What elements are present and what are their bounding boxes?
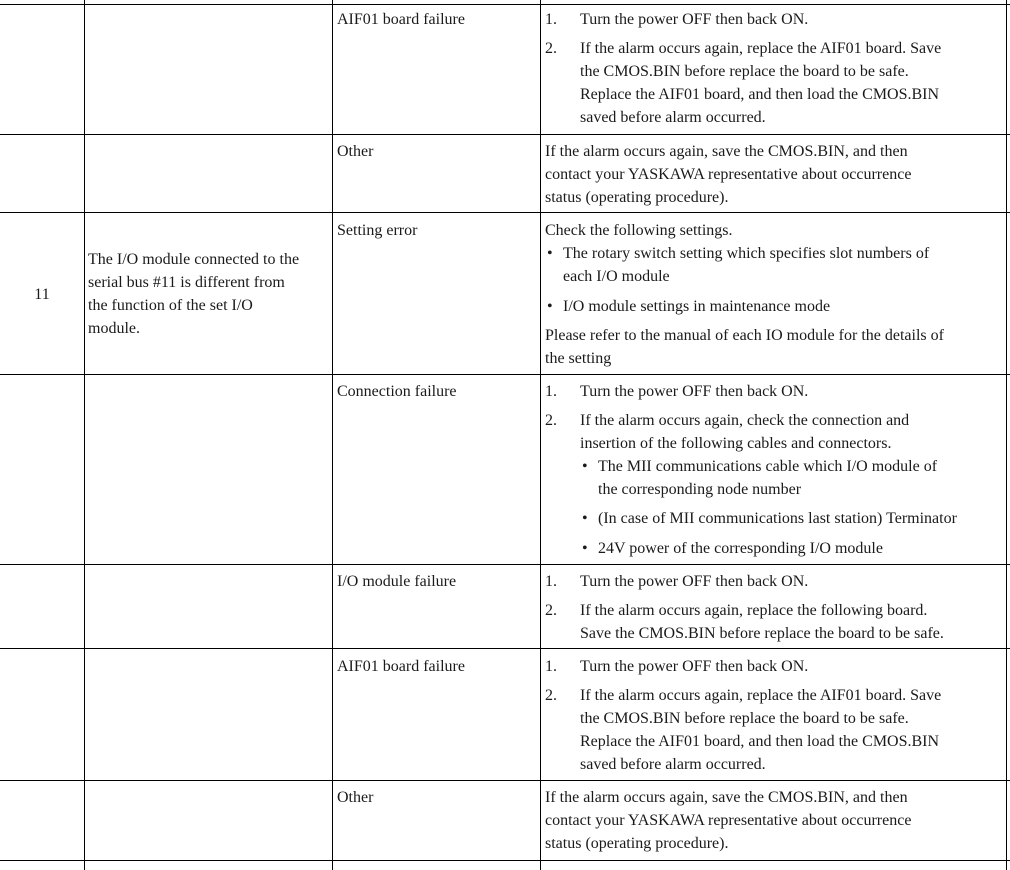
bullet-item [580, 537, 1007, 560]
bullet-text: each I/O module [563, 268, 670, 285]
remedy-text: If the alarm occurs again, save the CMOS.BIN, and then [545, 143, 908, 160]
bullet-icon: • [547, 245, 553, 262]
step-number: 1. [545, 658, 557, 675]
remedy-cell [545, 786, 1007, 855]
description-text: The I/O module connected to the [88, 251, 300, 268]
step-number: 1. [545, 573, 557, 590]
step-number: 1. [545, 11, 557, 28]
step-number: 2. [545, 40, 557, 57]
bullet-text: the corresponding node number [598, 481, 802, 498]
step-text: Turn the power OFF then back ON. [580, 573, 809, 590]
row-divider [0, 212, 1010, 213]
cause-cell: Other [337, 789, 374, 806]
cause-cell: Setting error [337, 222, 418, 239]
column-divider [84, 0, 85, 870]
remedy-text: contact your YASKAWA representative about occurrence [545, 812, 912, 829]
remedy-text: contact your YASKAWA representative about occurrence [545, 166, 912, 183]
row-divider [0, 648, 1010, 649]
remedy-cell [545, 219, 1007, 370]
alarm-description [88, 248, 332, 340]
bullet-text: The MII communications cable which I/O module of [598, 458, 938, 475]
remedy-cell [545, 655, 1007, 776]
cause-cell: Other [337, 143, 374, 160]
step-number: 2. [545, 602, 557, 619]
sub-bullet-list [545, 455, 1007, 560]
row-divider [0, 374, 1010, 375]
bullet-item [580, 455, 1007, 501]
remedy-text: If the alarm occurs again, save the CMOS.BIN, and then [545, 789, 908, 806]
step-text: If the alarm occurs again, check the connection and [580, 412, 910, 429]
step-text: Turn the power OFF then back ON. [580, 658, 809, 675]
cause-cell: I/O module failure [337, 573, 457, 590]
step-text: saved before alarm occurred. [580, 109, 766, 126]
row-divider [0, 860, 1010, 861]
cause-cell: AIF01 board failure [337, 658, 465, 675]
step-text: Turn the power OFF then back ON. [580, 383, 809, 400]
row-divider [0, 4, 1010, 5]
numbered-step [545, 409, 1007, 455]
remedy-text: status (operating procedure). [545, 189, 729, 206]
remedy-cell [545, 570, 1007, 645]
column-divider [540, 0, 541, 870]
numbered-step [545, 684, 1007, 776]
row-divider [0, 134, 1010, 135]
row-divider [0, 564, 1010, 565]
bullet-item [545, 242, 1007, 288]
step-text: the CMOS.BIN before replace the board to be safe. [580, 63, 909, 80]
remedy-outro [545, 324, 1007, 370]
remedy-cell [545, 8, 1007, 129]
remedy-cell [545, 140, 1007, 209]
numbered-step [545, 380, 1007, 403]
cause-cell: AIF01 board failure [337, 11, 465, 28]
remedy-text: Please refer to the manual of each IO module for the details of [545, 327, 944, 344]
description-text: serial bus #11 is different from [88, 274, 285, 291]
alarm-number: 11 [34, 286, 50, 303]
step-text: If the alarm occurs again, replace the AIF01 board. Save [580, 687, 942, 704]
bullet-text: 24V power of the corresponding I/O module [598, 540, 883, 557]
numbered-step [545, 8, 1007, 31]
step-text: insertion of the following cables and connectors. [580, 435, 892, 452]
remedy-text: the setting [545, 350, 612, 367]
bullet-icon: • [582, 540, 588, 557]
step-number: 2. [545, 687, 557, 704]
bullet-item [545, 295, 1007, 318]
bullet-icon: • [582, 458, 588, 475]
step-text: saved before alarm occurred. [580, 756, 766, 773]
remedy-cell [545, 380, 1007, 560]
step-text: Replace the AIF01 board, and then load the CMOS.BIN [580, 733, 940, 750]
step-text: Turn the power OFF then back ON. [580, 11, 809, 28]
bullet-icon: • [547, 298, 553, 315]
bullet-item [580, 507, 1007, 530]
bullet-icon: • [582, 510, 588, 527]
step-number: 2. [545, 412, 557, 429]
numbered-step [545, 599, 1007, 645]
cause-cell: Connection failure [337, 383, 457, 400]
remedy-intro: Check the following settings. [545, 222, 733, 239]
step-number: 1. [545, 383, 557, 400]
bullet-text: (In case of MII communications last station) Terminator [598, 510, 957, 527]
step-text: the CMOS.BIN before replace the board to be safe. [580, 710, 909, 727]
step-text: Save the CMOS.BIN before replace the board to be safe. [580, 625, 944, 642]
row-divider [0, 780, 1010, 781]
remedy-text: status (operating procedure). [545, 835, 729, 852]
step-text: If the alarm occurs again, replace the AIF01 board. Save [580, 40, 942, 57]
bullet-text: I/O module settings in maintenance mode [563, 298, 831, 315]
step-text: Replace the AIF01 board, and then load the CMOS.BIN [580, 86, 940, 103]
column-divider [332, 0, 333, 870]
numbered-step [545, 570, 1007, 593]
description-text: module. [88, 320, 140, 337]
numbered-step [545, 37, 1007, 129]
numbered-step [545, 655, 1007, 678]
description-text: the function of the set I/O [88, 297, 253, 314]
bullet-text: The rotary switch setting which specifies slot numbers of [563, 245, 930, 262]
step-text: If the alarm occurs again, replace the following board. [580, 602, 928, 619]
